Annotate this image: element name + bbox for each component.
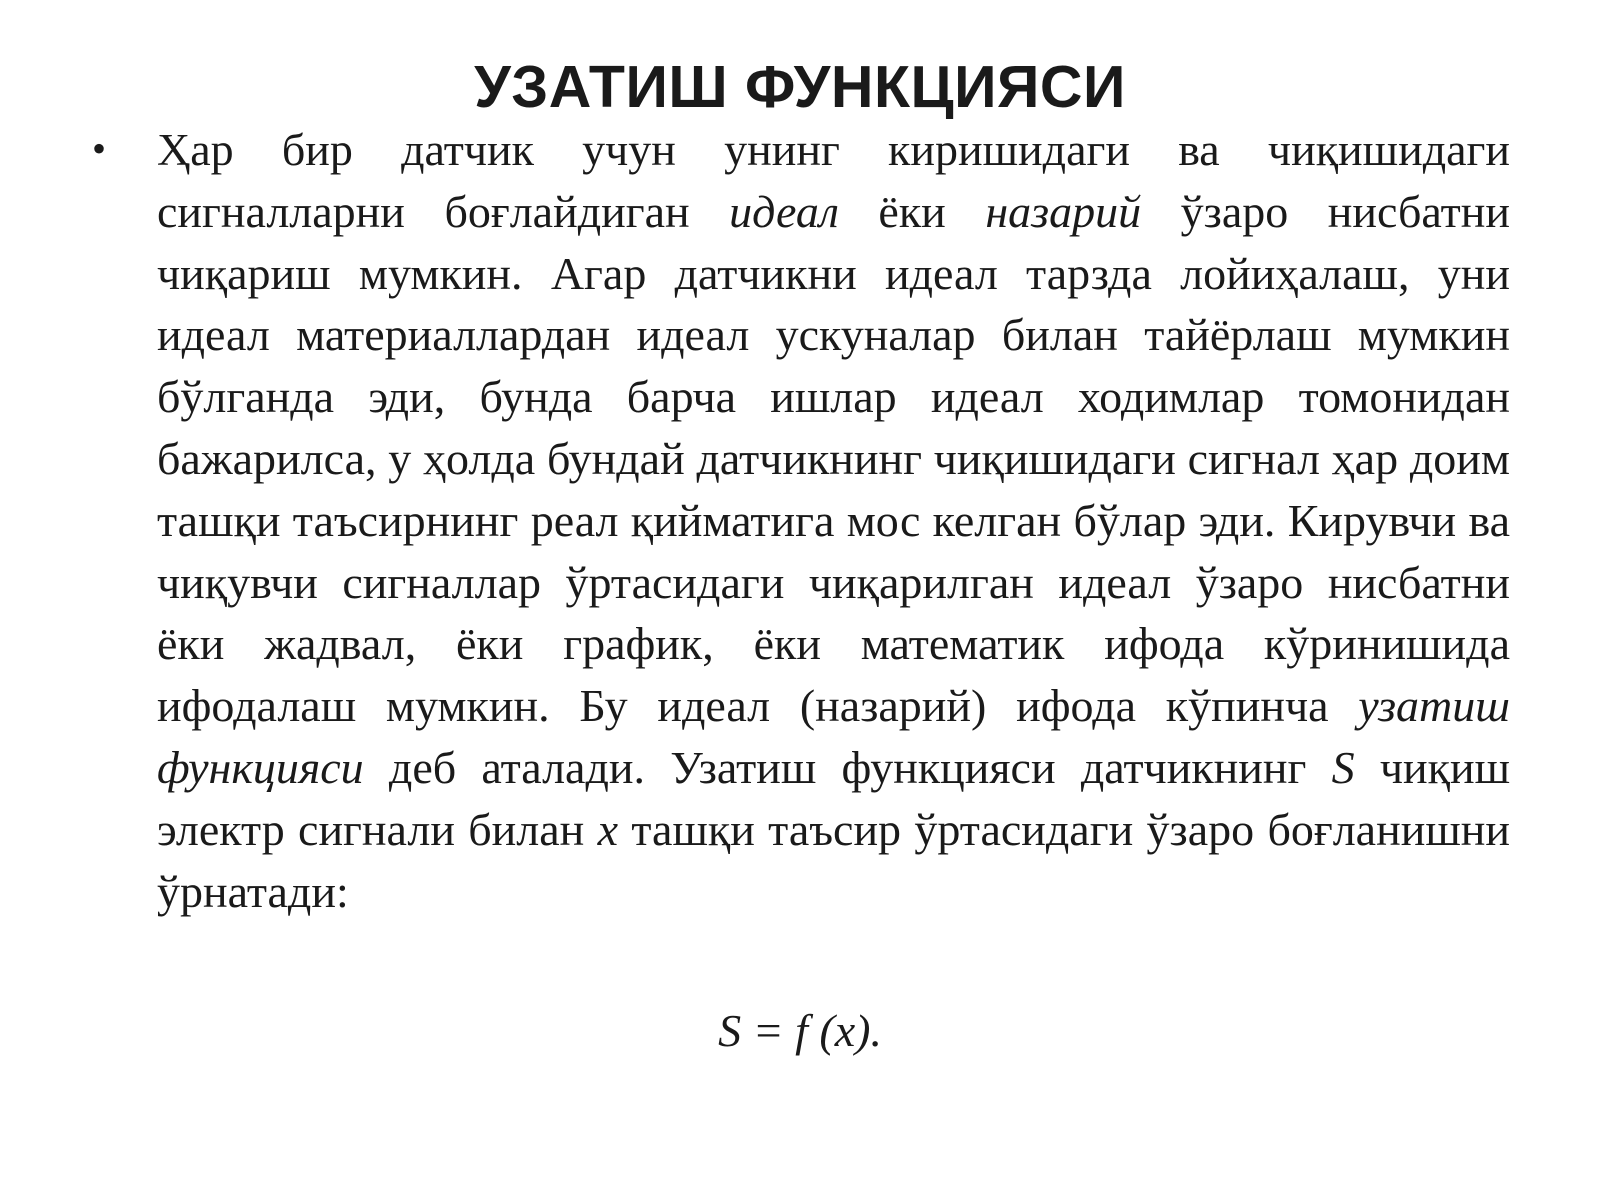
text-segment: ўзаро нисбатни чиқариш мумкин. Агар датчикни идеал тарзда лойиҳалаш, уни идеал материаллардан идеал ускуналар билан тайёрлаш мумкин бўлганда эди, бунда барча ишлар идеал ходимлар томонидан бажарилса, у ҳолда бундай датчикнинг чиқишидаги сигнал ҳар доим ташқи таъсирнинг реал қийматига мос келган бўлар эди. Кирувчи ва чиқувчи сигналлар ўртасидаги чиқарилган идеал ўзаро нисбатни ёки жадвал, ёки график, ёки математик ифода кўринишида ифодалаш мумкин. Бу идеал (назарий) ифода кўпинча	[157, 185, 1510, 732]
text-segment: Ҳар бир датчик учун унинг киришидаги ва чиқишидаги сигналларни боғлайдиган	[157, 124, 1510, 237]
italic-term-transfer-function: узатиш функцияси	[157, 680, 1510, 793]
italic-term-ideal: идеал	[729, 185, 839, 237]
text-segment: чиқиш электр сигнали билан	[157, 741, 1511, 855]
italic-symbol-s: S	[1331, 741, 1355, 793]
text-segment: деб аталади. Узатиш функцияси датчикнинг	[363, 741, 1332, 793]
text-segment: ёки	[838, 185, 986, 237]
body-paragraph	[157, 119, 1510, 922]
italic-term-theoretical: назарий	[985, 185, 1142, 237]
slide-title: УЗАТИШ ФУНКЦИЯСИ	[474, 54, 1126, 120]
formula: S = f (x).	[718, 1005, 882, 1056]
bullet-marker: •	[92, 126, 107, 171]
text-segment: ташқи таъсир ўртасидаги ўзаро боғланишни ўрнатади:	[157, 803, 1510, 917]
italic-symbol-x: x	[597, 803, 619, 855]
